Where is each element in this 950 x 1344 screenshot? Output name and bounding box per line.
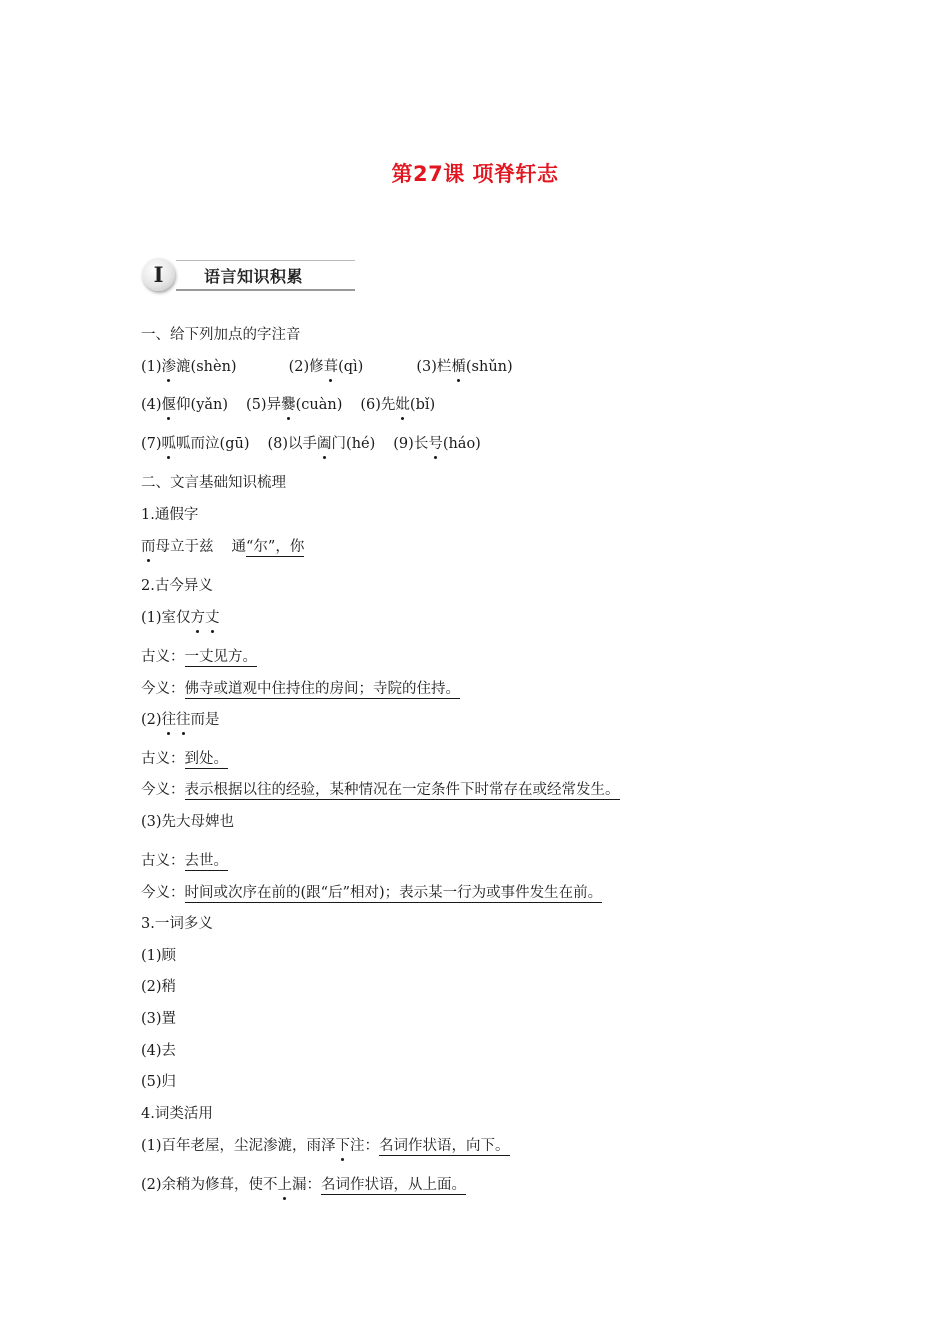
gujin-2-ancient — [141, 749, 228, 769]
answer: 名词作状语，从上面。 — [321, 1177, 467, 1193]
pinyin-item — [246, 397, 342, 413]
huoyong-heading: 4.词类活用 — [141, 1106, 213, 1122]
word-rest: 先大母婢也 — [161, 814, 235, 830]
item-number: (2) — [141, 712, 162, 728]
modern-label: 今义： — [141, 782, 185, 798]
item-number: (1) — [141, 1138, 162, 1154]
gujin-item-3 — [141, 812, 234, 832]
dotted-char: 而 — [141, 539, 156, 555]
banner-rule — [176, 289, 355, 291]
ancient-meaning: 去世。 — [184, 853, 228, 869]
modern-label: 今义： — [141, 885, 185, 901]
duoyi-item: (5)归 — [141, 1074, 177, 1090]
dotted-char: 爨 — [281, 397, 296, 413]
q1-heading: 一、给下列加点的字注音 — [141, 327, 301, 343]
word-pre: 栏 — [436, 359, 452, 375]
sentence-post: 漏： — [292, 1177, 322, 1193]
item-number: (1) — [141, 610, 162, 626]
duoyi-item: (2)稍 — [141, 979, 177, 995]
banner-rule-top — [176, 260, 355, 261]
dotted-char: 妣 — [395, 397, 410, 413]
gujin-item-1 — [141, 608, 220, 628]
item-number: (4) — [141, 397, 162, 413]
pinyin-item — [141, 359, 237, 375]
gujin-heading: 2.古今异义 — [141, 578, 213, 594]
tongjia-item — [141, 537, 304, 557]
dotted-char: 号 — [428, 436, 443, 452]
dotted-char: 偃 — [161, 397, 177, 413]
word-pre: 修 — [309, 359, 324, 375]
dotted-char: 丈 — [205, 610, 220, 626]
dotted-char: 楯 — [451, 359, 466, 375]
note-label: 通 — [231, 539, 246, 555]
dotted-char: 上 — [277, 1177, 293, 1193]
gujin-3-ancient — [141, 851, 228, 871]
pinyin-item — [141, 436, 249, 452]
word-rest: 而是 — [190, 712, 220, 728]
item-number: (1) — [141, 359, 162, 375]
pinyin: (cuàn) — [295, 397, 343, 413]
gujin-2-modern — [141, 780, 620, 800]
huoyong-item-1 — [141, 1136, 510, 1156]
item-number: (8) — [267, 436, 289, 452]
ancient-meaning: 一丈见方。 — [184, 649, 257, 665]
modern-label: 今义： — [141, 681, 185, 697]
pinyin-row-2 — [141, 395, 435, 415]
item-number: (9) — [393, 436, 414, 452]
q2-heading: 二、文言基础知识梳理 — [141, 475, 286, 491]
duoyi-item: (3)置 — [141, 1011, 177, 1027]
word-pre: 长 — [413, 436, 429, 452]
word-pre: 异 — [266, 397, 282, 413]
pinyin: (shǔn) — [465, 359, 513, 375]
pinyin-item — [360, 397, 435, 413]
modern-meaning: 时间或次序在前的(跟“后”相对)；表示某一行为或事件发生在前。 — [184, 885, 603, 901]
dotted-char: 渗 — [161, 359, 177, 375]
pinyin-item — [393, 436, 481, 452]
pinyin: (hé) — [346, 436, 376, 452]
dotted-char: 往 — [176, 712, 191, 728]
sentence: 母立于兹 — [155, 539, 214, 555]
sentence-pre: 余稍为修葺，使不 — [161, 1177, 278, 1193]
answer: 名词作状语，向下。 — [379, 1138, 510, 1154]
pinyin: (qì) — [338, 359, 364, 375]
gujin-3-modern — [141, 883, 602, 903]
pinyin: (yǎn) — [190, 397, 229, 413]
ancient-label: 古义： — [141, 649, 185, 665]
item-number: (6) — [360, 397, 381, 413]
word-pre: 先 — [380, 397, 396, 413]
pinyin-item — [289, 359, 364, 375]
word-rest: 呱而泣 — [176, 436, 220, 452]
dotted-char: 下 — [335, 1138, 351, 1154]
dotted-char: 阖 — [317, 436, 332, 452]
word-rest: 门 — [331, 436, 347, 452]
dotted-char: 葺 — [323, 359, 339, 375]
word-pre: 以手 — [288, 436, 318, 452]
huoyong-item-2 — [141, 1175, 466, 1195]
ancient-meaning: 到处。 — [184, 751, 228, 767]
duoyi-item: (4)去 — [141, 1043, 177, 1059]
item-number: (7) — [141, 436, 162, 452]
sentence-pre: 百年老屋，尘泥渗漉，雨泽 — [161, 1138, 336, 1154]
pinyin-item — [416, 359, 512, 375]
item-number: (3) — [141, 814, 162, 830]
word-rest: 漉 — [176, 359, 191, 375]
tongjia-heading: 1.通假字 — [141, 507, 199, 523]
pinyin: (bǐ) — [409, 397, 436, 413]
dotted-char: 往 — [161, 712, 177, 728]
item-number: (5) — [246, 397, 267, 413]
item-number: (2) — [141, 1177, 162, 1193]
modern-meaning: 佛寺或道观中住持住的房间；寺院的住持。 — [184, 681, 460, 697]
ancient-label: 古义： — [141, 751, 185, 767]
section-heading: 语言知识积累 — [204, 267, 304, 286]
gujin-1-modern — [141, 679, 460, 699]
modern-meaning: 表示根据以往的经验，某种情况在一定条件下时常存在或经常发生。 — [184, 782, 620, 798]
pinyin: (shèn) — [190, 359, 237, 375]
item-number: (3) — [416, 359, 437, 375]
roman-numeral-badge: I — [142, 258, 175, 291]
word-rest: 仰 — [176, 397, 191, 413]
dotted-char: 呱 — [161, 436, 177, 452]
pinyin-item — [141, 397, 228, 413]
pinyin-row-3 — [141, 434, 481, 454]
ancient-label: 古义： — [141, 853, 185, 869]
pinyin: (háo) — [442, 436, 481, 452]
duoyi-heading: 3.一词多义 — [141, 916, 213, 932]
page-title: 第27课 项脊轩志 — [391, 162, 559, 186]
gujin-item-2 — [141, 710, 220, 730]
gujin-1-ancient — [141, 647, 257, 667]
pinyin-item — [267, 436, 375, 452]
section-banner — [140, 258, 355, 294]
duoyi-item: (1)顾 — [141, 948, 177, 964]
answer: “尔”，你 — [246, 539, 305, 555]
word-pre: 室仅 — [161, 610, 191, 626]
item-number: (2) — [288, 359, 310, 375]
pinyin: (gū) — [219, 436, 250, 452]
pinyin-row-1 — [141, 357, 513, 377]
dotted-char: 方 — [190, 610, 206, 626]
sentence-post: 注： — [350, 1138, 380, 1154]
